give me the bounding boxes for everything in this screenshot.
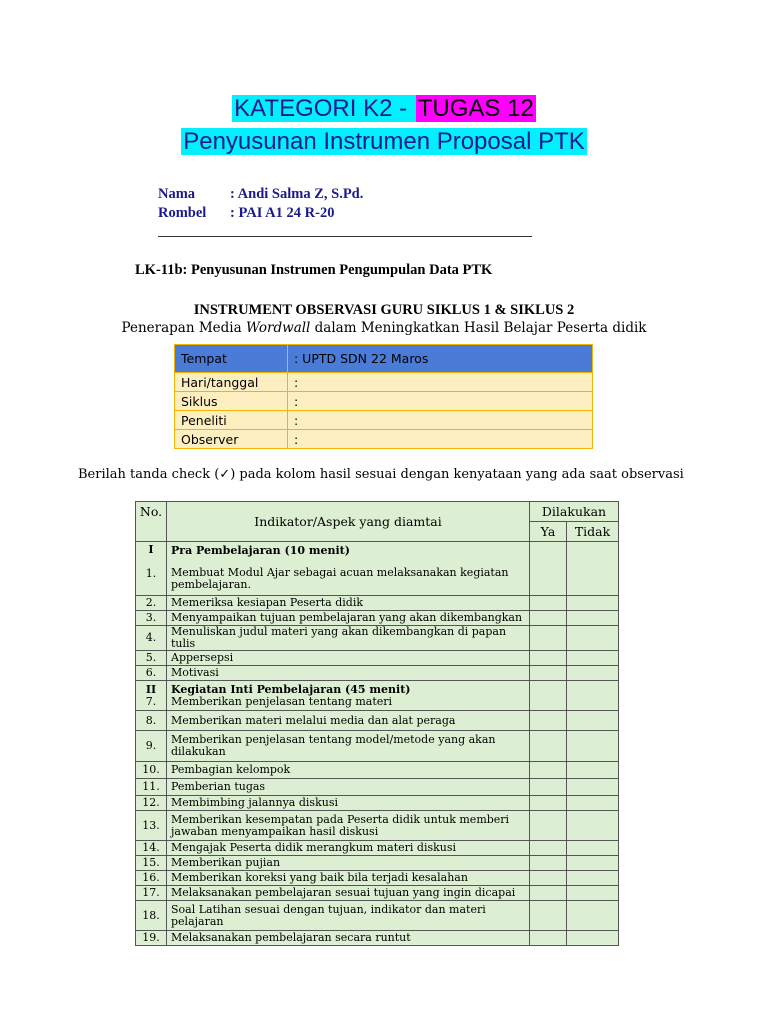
cell-ya[interactable] bbox=[530, 762, 567, 779]
instruction-pre: Berilah tanda check ( bbox=[78, 467, 220, 482]
info-label: Tempat bbox=[175, 345, 288, 373]
info-value: : bbox=[288, 392, 593, 411]
table-row bbox=[136, 811, 619, 841]
cell-ya[interactable] bbox=[530, 681, 567, 711]
row-text bbox=[167, 542, 530, 596]
row-text: Menyampaikan tujuan pembelajaran yang akan dikembangkan bbox=[167, 611, 530, 626]
cell-ya[interactable] bbox=[530, 856, 567, 871]
subtitle-post: dalam Meningkatkan Hasil Belajar Peserta didik bbox=[310, 320, 647, 336]
row-no: 19. bbox=[136, 931, 167, 946]
cell-tidak[interactable] bbox=[567, 666, 619, 681]
cell-ya[interactable] bbox=[530, 611, 567, 626]
row-no: 4. bbox=[136, 626, 167, 651]
info-label: Peneliti bbox=[175, 411, 288, 430]
title-kategori: KATEGORI K2 - bbox=[234, 95, 414, 122]
document-title bbox=[0, 95, 768, 123]
row-no: 17. bbox=[136, 886, 167, 901]
cell-tidak[interactable] bbox=[567, 901, 619, 931]
cell-tidak[interactable] bbox=[567, 779, 619, 796]
section-title: Pra Pembelajaran (10 menit) bbox=[171, 544, 350, 557]
nama-label: Nama bbox=[158, 186, 196, 202]
info-label: Hari/tanggal bbox=[175, 373, 288, 392]
info-label: Siklus bbox=[175, 392, 288, 411]
table-row bbox=[136, 931, 619, 946]
row-text: Appersepsi bbox=[167, 651, 530, 666]
info-value: : bbox=[288, 411, 593, 430]
row-text: Melaksanakan pembelajaran secara runtut bbox=[167, 931, 530, 946]
row-text: Motivasi bbox=[167, 666, 530, 681]
table-row bbox=[136, 886, 619, 901]
row-no: 16. bbox=[136, 871, 167, 886]
rombel-label: Rombel bbox=[158, 205, 207, 221]
row-text: Menuliskan judul materi yang akan dikembangkan di papan tulis bbox=[167, 626, 530, 651]
info-table bbox=[174, 344, 593, 449]
row-text: Pemberian tugas bbox=[167, 779, 530, 796]
cell-tidak[interactable] bbox=[567, 841, 619, 856]
divider-line bbox=[158, 236, 532, 237]
cell-ya[interactable] bbox=[530, 901, 567, 931]
item-no: 7. bbox=[145, 694, 157, 708]
cell-ya[interactable] bbox=[530, 651, 567, 666]
observation-table bbox=[135, 501, 619, 946]
cell-ya[interactable] bbox=[530, 626, 567, 651]
header-ya: Ya bbox=[530, 522, 567, 542]
table-row bbox=[136, 626, 619, 651]
header-dilakukan: Dilakukan bbox=[530, 502, 619, 522]
table-row bbox=[136, 611, 619, 626]
cell-ya[interactable] bbox=[530, 796, 567, 811]
row-no bbox=[136, 681, 167, 711]
lk-title: LK-11b: Penyusunan Instrumen Pengumpulan Data PTK bbox=[135, 262, 493, 278]
cell-tidak[interactable] bbox=[567, 651, 619, 666]
header-indikator: Indikator/Aspek yang diamtai bbox=[167, 502, 530, 542]
section-title: Kegiatan Inti Pembelajaran (45 menit) bbox=[171, 682, 411, 696]
row-no: 9. bbox=[136, 731, 167, 762]
row-no: 3. bbox=[136, 611, 167, 626]
table-row bbox=[136, 596, 619, 611]
cell-tidak[interactable] bbox=[567, 611, 619, 626]
subtitle-text: Penyusunan Instrumen Proposal PTK bbox=[183, 128, 585, 155]
subtitle-em: Wordwall bbox=[245, 320, 311, 336]
table-row bbox=[136, 711, 619, 731]
section-no: II bbox=[145, 682, 157, 696]
instruction-text bbox=[78, 467, 684, 482]
identity-nama bbox=[158, 186, 363, 203]
cell-ya[interactable] bbox=[530, 666, 567, 681]
cell-ya[interactable] bbox=[530, 871, 567, 886]
cell-tidak[interactable] bbox=[567, 856, 619, 871]
header-tidak: Tidak bbox=[567, 522, 619, 542]
row-no: 12. bbox=[136, 796, 167, 811]
info-row-observer bbox=[175, 430, 593, 449]
row-text: Melaksanakan pembelajaran sesuai tujuan yang ingin dicapai bbox=[167, 886, 530, 901]
table-row bbox=[136, 841, 619, 856]
row-text: Mengajak Peserta didik merangkum materi diskusi bbox=[167, 841, 530, 856]
cell-ya[interactable] bbox=[530, 596, 567, 611]
cell-tidak[interactable] bbox=[567, 596, 619, 611]
row-no: 8. bbox=[136, 711, 167, 731]
row-text: Pembagian kelompok bbox=[167, 762, 530, 779]
cell-ya[interactable] bbox=[530, 711, 567, 731]
info-row-siklus bbox=[175, 392, 593, 411]
cell-tidak[interactable] bbox=[567, 731, 619, 762]
cell-ya[interactable] bbox=[530, 841, 567, 856]
cell-tidak[interactable] bbox=[567, 711, 619, 731]
nama-value: : Andi Salma Z, S.Pd. bbox=[230, 186, 364, 202]
instrument-subtitle bbox=[0, 320, 768, 336]
cell-tidak[interactable] bbox=[567, 796, 619, 811]
cell-tidak[interactable] bbox=[567, 871, 619, 886]
table-row bbox=[136, 762, 619, 779]
row-no: 11. bbox=[136, 779, 167, 796]
document-subtitle bbox=[0, 128, 768, 156]
info-row-peneliti bbox=[175, 411, 593, 430]
row-no: 14. bbox=[136, 841, 167, 856]
identity-rombel bbox=[158, 205, 334, 222]
row-text: Memberikan penjelasan tentang model/metode yang akan dilakukan bbox=[167, 731, 530, 762]
cell-tidak[interactable] bbox=[567, 626, 619, 651]
row-text: Memberikan koreksi yang baik bila terjadi kesalahan bbox=[167, 871, 530, 886]
instrument-title: INSTRUMENT OBSERVASI GURU SIKLUS 1 & SIKLUS 2 bbox=[193, 302, 575, 318]
table-row bbox=[136, 651, 619, 666]
table-header-row bbox=[136, 502, 619, 522]
cell-tidak[interactable] bbox=[567, 762, 619, 779]
item-text: Memberikan penjelasan tentang materi bbox=[171, 694, 393, 708]
row-no: 13. bbox=[136, 811, 167, 841]
table-row bbox=[136, 666, 619, 681]
cell-tidak[interactable] bbox=[567, 811, 619, 841]
row-text: Soal Latihan sesuai dengan tujuan, indikator dan materi pelajaran bbox=[167, 901, 530, 931]
info-value: : bbox=[288, 373, 593, 392]
info-value: : UPTD SDN 22 Maros bbox=[288, 345, 593, 373]
table-row bbox=[136, 681, 619, 711]
cell-ya[interactable] bbox=[530, 731, 567, 762]
table-row bbox=[136, 856, 619, 871]
subtitle-pre: Penerapan Media bbox=[121, 320, 246, 336]
item-no: 1. bbox=[145, 567, 157, 580]
cell-ya[interactable] bbox=[530, 542, 567, 596]
table-row bbox=[136, 901, 619, 931]
info-row-tempat bbox=[175, 345, 593, 373]
row-text: Memberikan pujian bbox=[167, 856, 530, 871]
table-row bbox=[136, 796, 619, 811]
info-label: Observer bbox=[175, 430, 288, 449]
cell-ya[interactable] bbox=[530, 931, 567, 946]
row-no: 10. bbox=[136, 762, 167, 779]
table-row bbox=[136, 731, 619, 762]
instruction-post: ) pada kolom hasil sesuai dengan kenyataan yang ada saat observasi bbox=[230, 467, 684, 482]
row-no bbox=[136, 542, 167, 596]
rombel-value: : PAI A1 24 R-20 bbox=[230, 205, 335, 221]
row-text: Memberikan materi melalui media dan alat peraga bbox=[167, 711, 530, 731]
info-row-hari bbox=[175, 373, 593, 392]
info-value: : bbox=[288, 430, 593, 449]
row-no: 5. bbox=[136, 651, 167, 666]
table-row bbox=[136, 779, 619, 796]
cell-tidak[interactable] bbox=[567, 886, 619, 901]
cell-ya[interactable] bbox=[530, 811, 567, 841]
cell-tidak[interactable] bbox=[567, 542, 619, 596]
row-no: 18. bbox=[136, 901, 167, 931]
cell-ya[interactable] bbox=[530, 779, 567, 796]
table-row bbox=[136, 542, 619, 596]
table-row bbox=[136, 871, 619, 886]
row-no: 6. bbox=[136, 666, 167, 681]
row-no: 15. bbox=[136, 856, 167, 871]
check-mark-icon: ✓ bbox=[219, 467, 231, 482]
header-no: No. bbox=[136, 502, 167, 542]
cell-tidak[interactable] bbox=[567, 681, 619, 711]
section-no: I bbox=[148, 543, 154, 556]
row-no: 2. bbox=[136, 596, 167, 611]
row-text bbox=[167, 681, 530, 711]
title-tugas: TUGAS 12 bbox=[417, 95, 534, 122]
cell-tidak[interactable] bbox=[567, 931, 619, 946]
item-text: Membuat Modul Ajar sebagai acuan melaksanakan kegiatan pembelajaran. bbox=[171, 566, 509, 591]
row-text: Memberikan kesempatan pada Peserta didik untuk memberi jawaban menyampaikan hasil diskusi bbox=[167, 811, 530, 841]
cell-ya[interactable] bbox=[530, 886, 567, 901]
row-text: Membimbing jalannya diskusi bbox=[167, 796, 530, 811]
row-text: Memeriksa kesiapan Peserta didik bbox=[167, 596, 530, 611]
